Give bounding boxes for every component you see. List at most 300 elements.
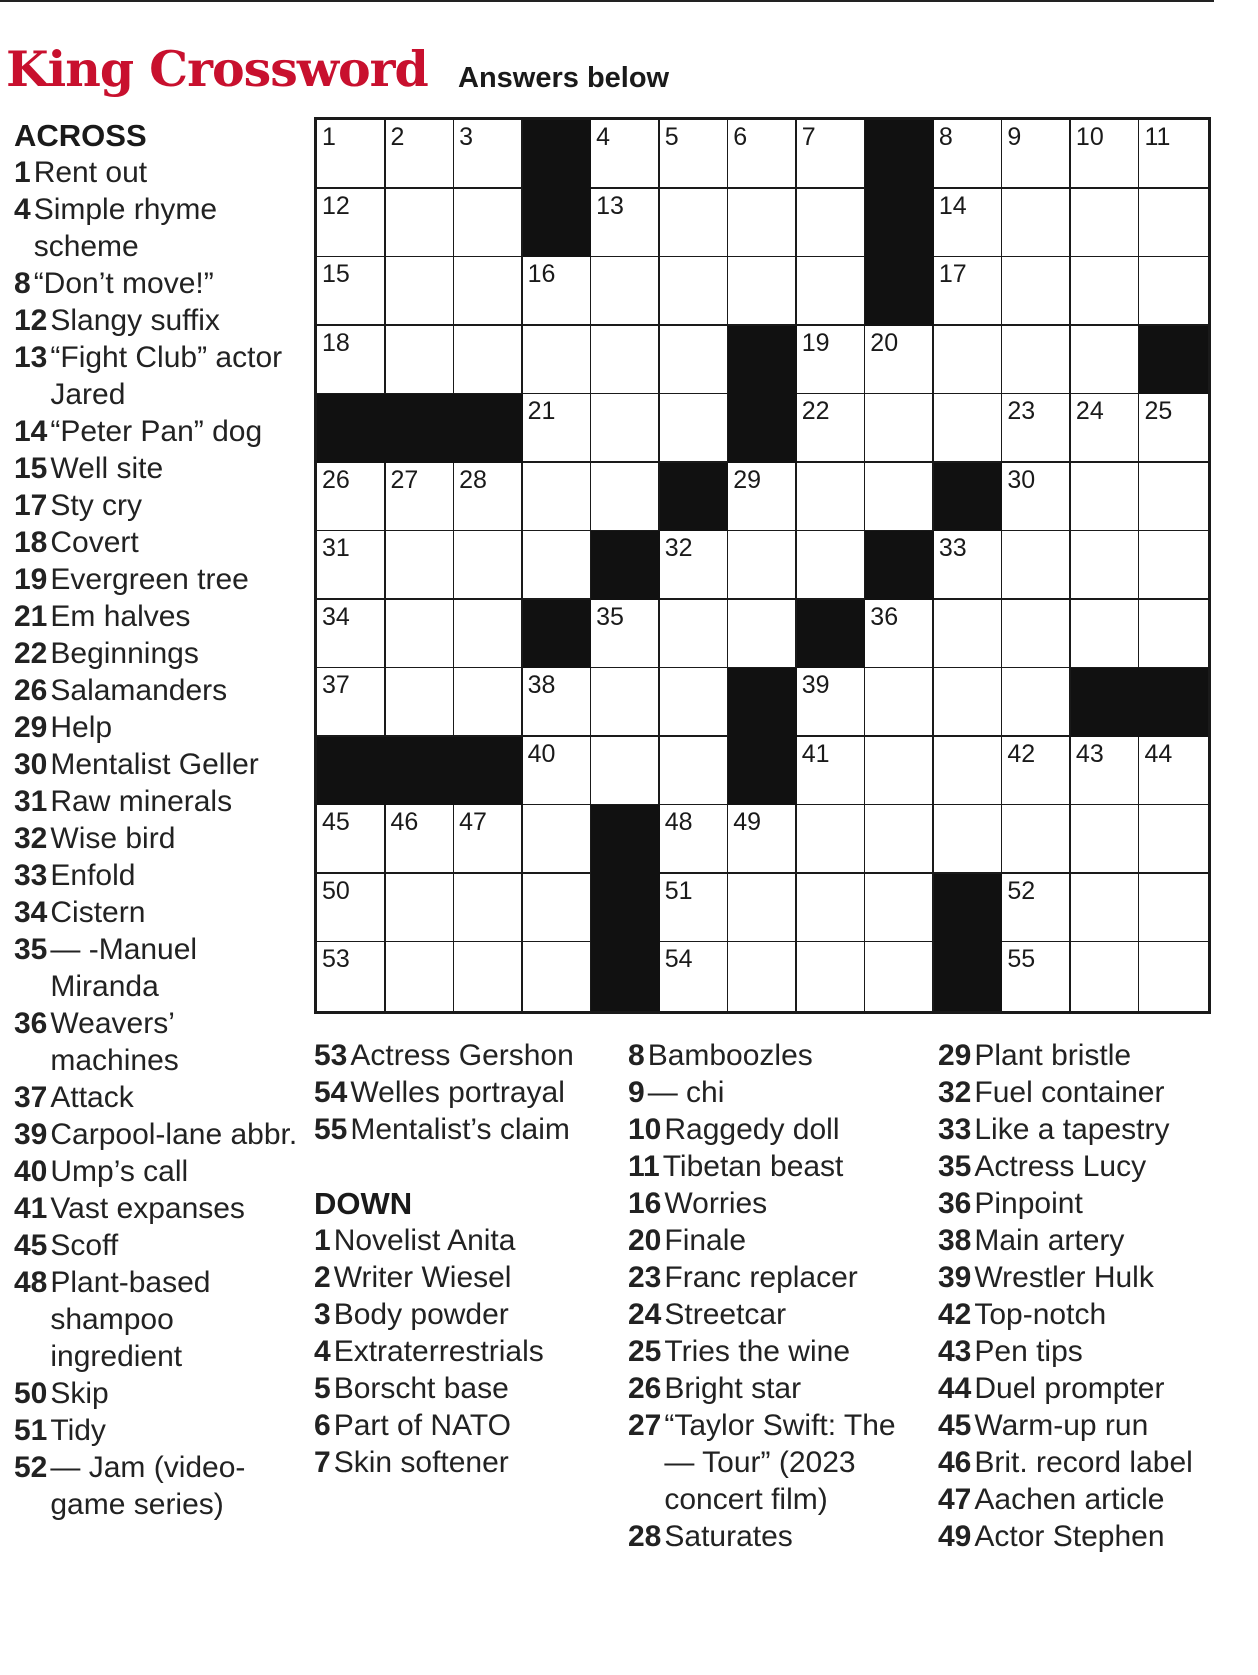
- clue-number: 36: [938, 1187, 972, 1220]
- grid-cell[interactable]: [660, 668, 729, 737]
- clue-item[interactable]: [938, 1222, 1210, 1259]
- clue-number: 49: [938, 1520, 972, 1553]
- grid-cell[interactable]: [1139, 737, 1208, 806]
- clue-text: Bright star: [664, 1372, 802, 1405]
- clue-item[interactable]: [14, 191, 304, 265]
- grid-cell[interactable]: [1002, 326, 1071, 395]
- clue-item[interactable]: [14, 783, 304, 820]
- grid-cell[interactable]: [934, 600, 1003, 669]
- clue-item[interactable]: [14, 1227, 304, 1264]
- clue-number: 32: [938, 1076, 972, 1109]
- cell-number: 42: [1007, 739, 1036, 768]
- grid-cell[interactable]: [934, 120, 1003, 189]
- clue-number: 10: [628, 1113, 662, 1146]
- clue-item[interactable]: [314, 1333, 614, 1370]
- grid-cell[interactable]: [591, 189, 660, 258]
- cell-number: 37: [322, 671, 350, 700]
- grid-cell[interactable]: [660, 600, 729, 669]
- grid-cell[interactable]: [454, 326, 523, 395]
- clue-text: Enfold: [50, 859, 136, 892]
- grid-cell[interactable]: [660, 189, 729, 258]
- grid-cell[interactable]: [317, 257, 386, 326]
- clue-item[interactable]: [14, 894, 304, 931]
- grid-cell[interactable]: [454, 805, 523, 874]
- clue-item[interactable]: [938, 1074, 1210, 1111]
- clue-number: 19: [14, 563, 48, 596]
- grid-cell[interactable]: [1002, 394, 1071, 463]
- clue-text: Rent out: [33, 156, 148, 189]
- grid-cell[interactable]: [386, 463, 455, 532]
- clue-text: Weavers’ machines: [50, 1007, 179, 1077]
- clue-item[interactable]: [314, 1222, 614, 1259]
- grid-cell[interactable]: [728, 257, 797, 326]
- clue-number: 32: [14, 822, 48, 855]
- cell-number: 43: [1075, 739, 1104, 768]
- clue-item[interactable]: [14, 672, 304, 709]
- clue-number: 37: [14, 1081, 48, 1114]
- grid-cell[interactable]: [317, 942, 386, 1011]
- clue-item[interactable]: [938, 1444, 1210, 1481]
- grid-cell[interactable]: [728, 189, 797, 258]
- cell-number: 2: [390, 123, 405, 151]
- clue-number: 4: [314, 1335, 331, 1368]
- grid-cell[interactable]: [660, 326, 729, 395]
- cell-number: 49: [733, 808, 762, 837]
- grid-cell[interactable]: [386, 874, 455, 943]
- clue-item[interactable]: [628, 1074, 928, 1111]
- clue-number: 39: [938, 1261, 972, 1294]
- clue-item[interactable]: [938, 1037, 1210, 1074]
- grid-cell[interactable]: [1071, 600, 1140, 669]
- block-cell: [1139, 668, 1208, 737]
- cell-number: 40: [527, 739, 556, 768]
- cell-number: 15: [322, 260, 350, 289]
- grid-cell[interactable]: [797, 394, 866, 463]
- grid-cell[interactable]: [660, 805, 729, 874]
- grid-cell[interactable]: [1139, 942, 1208, 1011]
- grid-cell[interactable]: [797, 257, 866, 326]
- clue-text: Brit. record label: [974, 1446, 1193, 1479]
- grid-cell[interactable]: [1139, 189, 1208, 258]
- grid-cell[interactable]: [728, 463, 797, 532]
- clue-number: 21: [14, 600, 48, 633]
- clue-text: Actress Gershon: [350, 1039, 574, 1072]
- top-rule: [0, 0, 1214, 2]
- clue-item[interactable]: [314, 1444, 614, 1481]
- block-cell: [728, 668, 797, 737]
- clue-number: 36: [14, 1007, 48, 1040]
- clue-number: 45: [938, 1409, 972, 1442]
- grid-cell[interactable]: [865, 942, 934, 1011]
- clue-item[interactable]: [314, 1074, 614, 1111]
- clue-text: Plant bristle: [974, 1039, 1132, 1072]
- grid-cell[interactable]: [1002, 463, 1071, 532]
- grid-cell[interactable]: [523, 257, 592, 326]
- grid-cell[interactable]: [1002, 942, 1071, 1011]
- grid-cell[interactable]: [1071, 805, 1140, 874]
- clue-item[interactable]: [938, 1296, 1210, 1333]
- clue-number: 6: [314, 1409, 331, 1442]
- grid-cell[interactable]: [934, 257, 1003, 326]
- grid-cell[interactable]: [1071, 257, 1140, 326]
- cell-number: 34: [322, 602, 350, 631]
- clue-text: Aachen article: [974, 1483, 1165, 1516]
- grid-cell[interactable]: [1139, 874, 1208, 943]
- grid-cell[interactable]: [591, 463, 660, 532]
- clue-text: Plant-based shampoo ingredient: [50, 1266, 211, 1373]
- cell-number: 46: [390, 808, 419, 837]
- grid-cell[interactable]: [1071, 326, 1140, 395]
- clue-item[interactable]: [14, 154, 304, 191]
- clue-number: 1: [314, 1224, 331, 1257]
- clue-number: 20: [628, 1224, 662, 1257]
- grid-cell[interactable]: [386, 257, 455, 326]
- grid-cell[interactable]: [934, 668, 1003, 737]
- clue-number: 33: [14, 859, 48, 892]
- clue-item[interactable]: [14, 1190, 304, 1227]
- grid-cell[interactable]: [591, 257, 660, 326]
- grid-cell[interactable]: [523, 394, 592, 463]
- grid-cell[interactable]: [1002, 805, 1071, 874]
- block-cell: [865, 257, 934, 326]
- cell-number: 19: [801, 328, 830, 357]
- grid-cell[interactable]: [1139, 805, 1208, 874]
- clue-item[interactable]: [628, 1037, 928, 1074]
- grid-cell[interactable]: [317, 874, 386, 943]
- block-cell: [523, 120, 592, 189]
- grid-cell[interactable]: [454, 189, 523, 258]
- clue-item[interactable]: [314, 1037, 614, 1074]
- grid-cell[interactable]: [454, 874, 523, 943]
- grid-cell[interactable]: [865, 737, 934, 806]
- grid-cell[interactable]: [660, 531, 729, 600]
- grid-cell[interactable]: [454, 600, 523, 669]
- grid-cell[interactable]: [797, 326, 866, 395]
- grid-cell[interactable]: [454, 942, 523, 1011]
- clue-number: 9: [628, 1076, 645, 1109]
- clue-column-3: [628, 1037, 928, 1555]
- grid-cell[interactable]: [660, 942, 729, 1011]
- grid-cell[interactable]: [523, 463, 592, 532]
- clue-number: 41: [14, 1192, 48, 1225]
- clue-item[interactable]: [314, 1370, 614, 1407]
- grid-cell[interactable]: [1139, 257, 1208, 326]
- grid-cell[interactable]: [934, 737, 1003, 806]
- clue-text: “Peter Pan” dog: [50, 415, 263, 448]
- grid-cell[interactable]: [1002, 600, 1071, 669]
- clue-item[interactable]: [14, 1079, 304, 1116]
- grid-cell[interactable]: [317, 805, 386, 874]
- block-cell: [1071, 668, 1140, 737]
- clue-number: 39: [14, 1118, 48, 1151]
- clue-item[interactable]: [314, 1111, 614, 1148]
- clue-item[interactable]: [14, 1005, 304, 1079]
- grid-cell[interactable]: [1002, 737, 1071, 806]
- cell-number: 4: [596, 123, 611, 151]
- grid-cell[interactable]: [523, 805, 592, 874]
- grid-cell[interactable]: [386, 531, 455, 600]
- grid-cell[interactable]: [797, 189, 866, 258]
- clue-number: 35: [14, 933, 48, 966]
- clue-item[interactable]: [628, 1148, 928, 1185]
- grid-cell[interactable]: [317, 531, 386, 600]
- clue-number: 52: [14, 1451, 48, 1484]
- grid-cell[interactable]: [797, 874, 866, 943]
- clue-text: “Fight Club” actor Jared: [50, 341, 283, 411]
- clue-item[interactable]: [938, 1518, 1210, 1555]
- grid-cell[interactable]: [934, 805, 1003, 874]
- clue-item[interactable]: [628, 1518, 928, 1555]
- cell-number: 29: [733, 465, 762, 494]
- clue-item[interactable]: [14, 1449, 304, 1523]
- clue-item[interactable]: [14, 931, 304, 1005]
- clue-text: Fuel container: [974, 1076, 1165, 1109]
- cell-number: 55: [1007, 945, 1036, 974]
- grid-cell[interactable]: [865, 394, 934, 463]
- grid-cell[interactable]: [1071, 942, 1140, 1011]
- clue-number: 45: [14, 1229, 48, 1262]
- clue-item[interactable]: [628, 1333, 928, 1370]
- block-cell: [591, 805, 660, 874]
- clue-item[interactable]: [14, 1153, 304, 1190]
- grid-cell[interactable]: [865, 805, 934, 874]
- clue-text: Top-notch: [974, 1298, 1107, 1331]
- grid-cell[interactable]: [1071, 394, 1140, 463]
- grid-cell[interactable]: [660, 394, 729, 463]
- cell-number: 9: [1007, 123, 1022, 151]
- grid-cell[interactable]: [523, 942, 592, 1011]
- clue-item[interactable]: [14, 1375, 304, 1412]
- clue-number: 4: [14, 193, 31, 226]
- clue-number: 8: [14, 267, 31, 300]
- grid-cell[interactable]: [660, 874, 729, 943]
- clue-item[interactable]: [14, 1264, 304, 1375]
- grid-cell[interactable]: [934, 326, 1003, 395]
- clue-item[interactable]: [14, 561, 304, 598]
- grid-cell[interactable]: [1139, 600, 1208, 669]
- grid-cell[interactable]: [386, 668, 455, 737]
- clue-item[interactable]: [938, 1370, 1210, 1407]
- grid-cell[interactable]: [523, 326, 592, 395]
- grid-cell[interactable]: [797, 737, 866, 806]
- grid-cell[interactable]: [523, 874, 592, 943]
- grid-cell[interactable]: [454, 120, 523, 189]
- grid-cell[interactable]: [728, 874, 797, 943]
- grid-cell[interactable]: [317, 668, 386, 737]
- grid-cell[interactable]: [454, 668, 523, 737]
- clue-item[interactable]: [14, 1116, 304, 1153]
- clue-item[interactable]: [14, 635, 304, 672]
- grid-cell[interactable]: [386, 805, 455, 874]
- clue-item[interactable]: [938, 1407, 1210, 1444]
- grid-cell[interactable]: [1002, 189, 1071, 258]
- grid-cell[interactable]: [454, 531, 523, 600]
- grid-cell[interactable]: [523, 668, 592, 737]
- grid-cell[interactable]: [317, 326, 386, 395]
- clue-number: 1: [14, 156, 31, 189]
- clue-item[interactable]: [314, 1259, 614, 1296]
- section-gap: [314, 1148, 614, 1185]
- cell-number: 5: [664, 123, 679, 151]
- clue-number: 16: [628, 1187, 662, 1220]
- clue-text: Actor Stephen: [974, 1520, 1165, 1553]
- clue-item[interactable]: [14, 413, 304, 450]
- clue-text: Cistern: [50, 896, 146, 929]
- clue-item[interactable]: [938, 1148, 1210, 1185]
- clue-item[interactable]: [938, 1185, 1210, 1222]
- grid-cell[interactable]: [386, 326, 455, 395]
- grid-cell[interactable]: [591, 326, 660, 395]
- grid-cell[interactable]: [797, 668, 866, 737]
- cell-number: 36: [870, 602, 899, 631]
- grid-cell[interactable]: [934, 189, 1003, 258]
- clue-item[interactable]: [14, 265, 304, 302]
- cell-number: 13: [596, 191, 624, 220]
- clue-text: Beginnings: [50, 637, 199, 670]
- grid-cell[interactable]: [591, 120, 660, 189]
- clue-item[interactable]: [628, 1370, 928, 1407]
- grid-cell[interactable]: [1139, 394, 1208, 463]
- grid-cell[interactable]: [591, 737, 660, 806]
- grid-cell[interactable]: [797, 463, 866, 532]
- clue-text: Pen tips: [974, 1335, 1083, 1368]
- grid-cell[interactable]: [728, 805, 797, 874]
- clue-item[interactable]: [14, 857, 304, 894]
- cell-number: 50: [322, 876, 350, 905]
- clue-text: Sty cry: [50, 489, 143, 522]
- clue-number: 8: [628, 1039, 645, 1072]
- clue-item[interactable]: [314, 1296, 614, 1333]
- block-cell: [728, 326, 797, 395]
- grid-cell[interactable]: [1002, 120, 1071, 189]
- grid-cell[interactable]: [865, 463, 934, 532]
- clue-item[interactable]: [14, 524, 304, 561]
- grid-cell[interactable]: [591, 668, 660, 737]
- grid-cell[interactable]: [454, 463, 523, 532]
- grid-cell[interactable]: [1002, 874, 1071, 943]
- clue-number: 5: [314, 1372, 331, 1405]
- grid-cell[interactable]: [1139, 463, 1208, 532]
- grid-cell[interactable]: [797, 531, 866, 600]
- grid-cell[interactable]: [386, 600, 455, 669]
- clue-item[interactable]: [14, 598, 304, 635]
- grid-cell[interactable]: [865, 668, 934, 737]
- clue-number: 53: [314, 1039, 348, 1072]
- grid-cell[interactable]: [660, 120, 729, 189]
- clue-number: 14: [14, 415, 48, 448]
- grid-cell[interactable]: [317, 120, 386, 189]
- grid-cell[interactable]: [728, 120, 797, 189]
- grid-cell[interactable]: [660, 257, 729, 326]
- grid-cell[interactable]: [454, 257, 523, 326]
- grid-cell[interactable]: [591, 394, 660, 463]
- clue-text: Body powder: [333, 1298, 509, 1331]
- grid-cell[interactable]: [728, 531, 797, 600]
- grid-cell[interactable]: [1002, 257, 1071, 326]
- clue-item[interactable]: [14, 487, 304, 524]
- clue-text: Attack: [50, 1081, 134, 1114]
- clue-item[interactable]: [628, 1185, 928, 1222]
- clue-item[interactable]: [14, 450, 304, 487]
- grid-cell[interactable]: [386, 120, 455, 189]
- grid-cell[interactable]: [728, 600, 797, 669]
- grid-cell[interactable]: [1071, 463, 1140, 532]
- clue-item[interactable]: [938, 1481, 1210, 1518]
- clue-item[interactable]: [628, 1296, 928, 1333]
- clue-text: Evergreen tree: [50, 563, 249, 596]
- clue-item[interactable]: [938, 1259, 1210, 1296]
- clue-item[interactable]: [14, 709, 304, 746]
- grid-cell[interactable]: [1139, 531, 1208, 600]
- clue-number: 3: [314, 1298, 331, 1331]
- clue-number: 30: [14, 748, 48, 781]
- grid-cell[interactable]: [1002, 668, 1071, 737]
- clue-item[interactable]: [938, 1333, 1210, 1370]
- clue-item[interactable]: [938, 1111, 1210, 1148]
- clue-item[interactable]: [628, 1259, 928, 1296]
- clue-item[interactable]: [628, 1407, 928, 1518]
- grid-cell[interactable]: [386, 942, 455, 1011]
- clue-item[interactable]: [14, 302, 304, 339]
- clue-item[interactable]: [14, 1412, 304, 1449]
- grid-cell[interactable]: [865, 326, 934, 395]
- clue-column-1: [14, 117, 304, 1523]
- clue-item[interactable]: [314, 1407, 614, 1444]
- clue-number: 29: [938, 1039, 972, 1072]
- cell-number: 44: [1144, 739, 1173, 768]
- grid-cell[interactable]: [1139, 120, 1208, 189]
- grid-cell[interactable]: [1071, 874, 1140, 943]
- block-cell: [797, 600, 866, 669]
- grid-cell[interactable]: [797, 942, 866, 1011]
- grid-cell[interactable]: [523, 737, 592, 806]
- grid-cell[interactable]: [797, 805, 866, 874]
- clue-number: 43: [938, 1335, 972, 1368]
- block-cell: [454, 394, 523, 463]
- clue-number: 42: [938, 1298, 972, 1331]
- grid-cell[interactable]: [934, 531, 1003, 600]
- clue-item[interactable]: [14, 746, 304, 783]
- clue-item[interactable]: [628, 1222, 928, 1259]
- grid-cell[interactable]: [386, 189, 455, 258]
- clue-text: Writer Wiesel: [333, 1261, 512, 1294]
- grid-cell[interactable]: [728, 942, 797, 1011]
- grid-cell[interactable]: [1071, 120, 1140, 189]
- clue-text: Tidy: [50, 1414, 106, 1447]
- clue-text: Salamanders: [50, 674, 228, 707]
- grid-cell[interactable]: [1002, 531, 1071, 600]
- grid-cell[interactable]: [934, 394, 1003, 463]
- grid-cell[interactable]: [317, 600, 386, 669]
- block-cell: [660, 463, 729, 532]
- grid-cell[interactable]: [317, 189, 386, 258]
- cell-number: 12: [322, 191, 350, 220]
- clue-item[interactable]: [14, 820, 304, 857]
- grid-cell[interactable]: [1071, 737, 1140, 806]
- grid-cell[interactable]: [660, 737, 729, 806]
- grid-cell[interactable]: [591, 600, 660, 669]
- clue-item[interactable]: [628, 1111, 928, 1148]
- clue-item[interactable]: [14, 339, 304, 413]
- grid-cell[interactable]: [317, 463, 386, 532]
- grid-cell[interactable]: [865, 874, 934, 943]
- clue-text: Mentalist’s claim: [350, 1113, 570, 1146]
- grid-cell[interactable]: [797, 120, 866, 189]
- grid-cell[interactable]: [865, 600, 934, 669]
- grid-cell[interactable]: [523, 531, 592, 600]
- grid-cell[interactable]: [1071, 531, 1140, 600]
- grid-cell[interactable]: [1071, 189, 1140, 258]
